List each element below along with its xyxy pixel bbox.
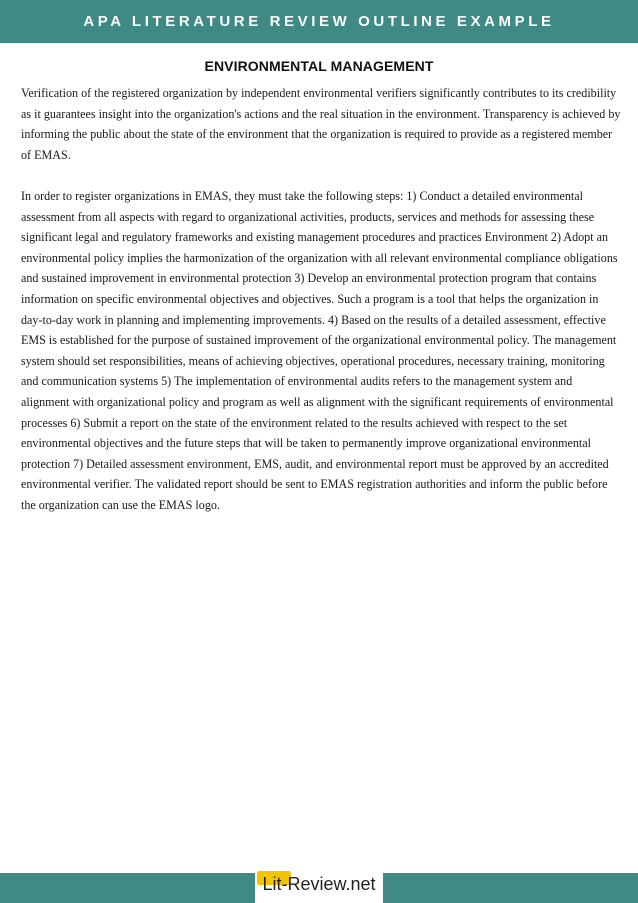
site-logo[interactable] [262, 874, 375, 895]
logo-text: Lit-Review.net [262, 874, 376, 894]
document-title: ENVIRONMENTAL MANAGEMENT [204, 58, 434, 74]
paragraph-2: In order to register organizations in EMAS, they must take the following steps: 1) Conduct a detailed environmental assessment from all aspects with regard to organizational activities, products, services and methods for assessing these significant legal and regulatory frameworks and existing management procedures and practices Environment 2) Adopt an environmental policy implies the harmonization of the organization with all relevant environmental compliance obligations and sustained improvement in environmental protection 3) Develop an environmental protection program that contains information on specific environmental objectives and objectives. Such a program is a tool that helps the organization in day-to-day work in planning and implementing improvements. 4) Based on the results of a detailed assessment, effective EMS is established for the purpose of sustained improvement of the organizational environmental policy. The management system should set responsibilities, means of achieving objectives, operational procedures, necessary training, monitoring and communication systems 5) The implementation of environmental audits refers to the management system and alignment with organizational policy and program as well as alignment with the significant requirements of environmental processes 6) Submit a report on the state of the environment related to the results achieved with respect to the set environmental objectives and the future steps that will be taken to permanently improve organizational environmental protection 7) Detailed assessment environment, EMS, audit, and environmental report must be approved by an accredited environmental verifier. The validated report should be sent to EMAS registration authorities and inform the public before the organization can use the EMAS logo. [21, 188, 618, 512]
banner-title: APA LITERATURE REVIEW OUTLINE EXAMPLE [83, 13, 555, 30]
paragraph-1: Verification of the registered organization by independent environmental verifiers significantly contributes to its credibility as it guarantees insight into the organization's actions and the real situation in the environment. Transparency is achieved by informing the public about the state of the environment that the organization is required to provide as a registered member of EMAS. [21, 86, 621, 162]
footer-logo-box [255, 866, 383, 903]
document-body [21, 83, 621, 515]
header-banner [0, 0, 638, 43]
